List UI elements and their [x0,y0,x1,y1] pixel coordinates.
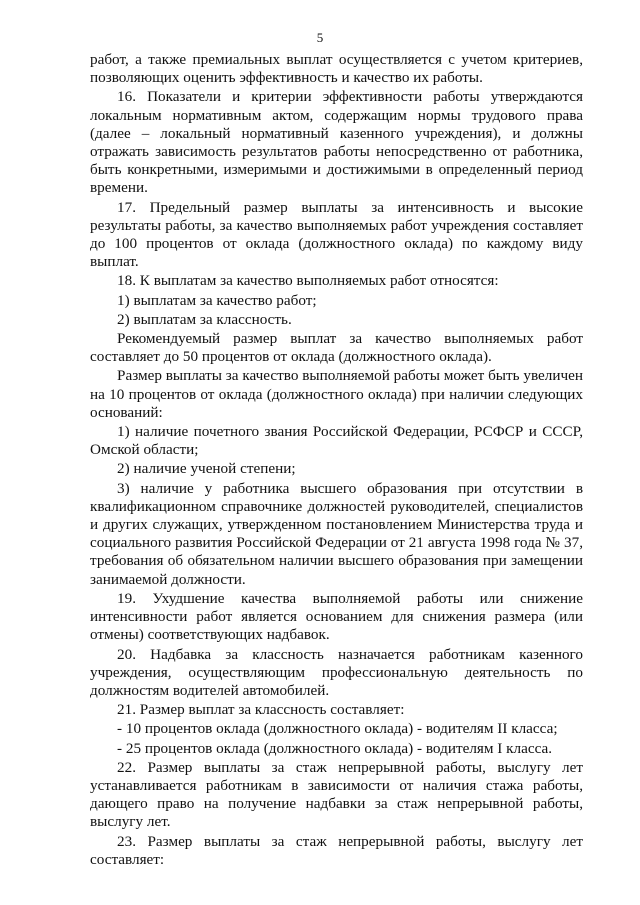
paragraph: 17. Предельный размер выплаты за интенсивность и высокие результаты работы, за качество выполняемых работ учреждения составляет до 100 процентов от оклада (должностного оклада) по каждому виду выплат. [90,198,583,271]
list-item: 2) наличие ученой степени; [117,460,296,478]
list-item: 3) наличие у работника высшего образования при отсутствии в квалификационном справочнике должностей руководителей, специалистов и других служащих, утвержденном постановлением Министерства труда и социального развития Российской Федерации от 21 августа 1998 года № 37, требования об обязательном наличии высшего образования при замещении занимаемой должности. [90,479,583,588]
list-item: 1) наличие почетного звания Российской Федерации, РСФСР и СССР, Омской области; [90,423,583,459]
paragraph: работ, а также премиальных выплат осуществляется с учетом критериев, позволяющих оценить эффективность и качество их работы. [90,51,583,87]
page-number: 5 [316,30,324,45]
paragraph: Размер выплаты за качество выполняемой работы может быть увеличен на 10 процентов от оклада (должностного оклада) при наличии следующих оснований: [90,367,583,421]
paragraph: 22. Размер выплаты за стаж непрерывной работы, выслугу лет устанавливается работникам в зависимости от наличия стажа работы, дающего право на получение надбавки за стаж непрерывной работы, выслугу лет. [90,758,583,831]
paragraph: 16. Показатели и критерии эффективности работы утверждаются локальным нормативным актом, содержащим нормы трудового права (далее – локальный нормативный казенного учреждения), и должны отражать зависимость результатов работы непосредственно от работника, быть конкретными, измеримыми и достижимыми в определенный период времени. [90,88,583,197]
paragraph: 20. Надбавка за классность назначается работникам казенного учреждения, осуществляющим профессиональную деятельность по должностям водителей автомобилей. [90,645,583,699]
document-body [90,51,583,870]
paragraph: 19. Ухудшение качества выполняемой работы или снижение интенсивности работ является основанием для снижения размера (или отмены) соответствующих надбавок. [90,589,583,644]
list-item: - 25 процентов оклада (должностного оклада) - водителям I класса. [117,739,553,757]
list-item: 1) выплатам за качество работ; [117,291,317,309]
paragraph: Рекомендуемый размер выплат за качество выполняемых работ составляет до 50 процентов от оклада (должностного оклада). [90,330,583,366]
paragraph: 18. К выплатам за качество выполняемых работ относятся: [117,272,499,290]
list-item: - 10 процентов оклада (должностного оклада) - водителям II класса; [117,720,558,738]
paragraph: 21. Размер выплат за классность составляет: [117,701,405,719]
paragraph: 23. Размер выплаты за стаж непрерывной работы, выслугу лет составляет: [90,832,583,868]
list-item: 2) выплатам за классность. [117,310,292,328]
